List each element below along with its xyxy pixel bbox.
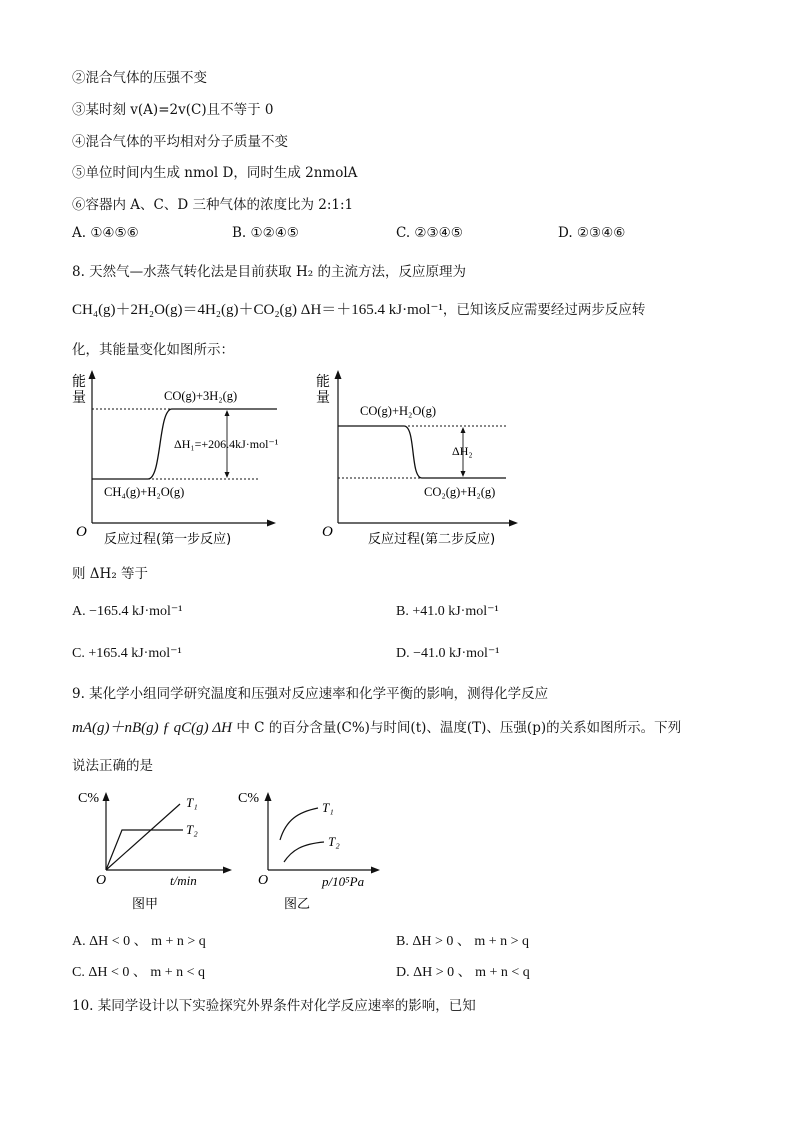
origin: O [76, 524, 87, 540]
t1-curve [280, 808, 318, 840]
q8-equation-line [72, 298, 645, 319]
y-arrow [265, 792, 272, 801]
q8-option-a[interactable]: A. −165.4 kJ·mol⁻¹ [72, 604, 183, 619]
y-label-2: 量 [316, 391, 330, 406]
y-label-1: 能 [72, 375, 86, 390]
q9-option-d[interactable]: D. ΔH > 0 、 m + n < q [396, 965, 530, 980]
t2-curve [284, 842, 324, 862]
x-arrow [223, 867, 232, 874]
figure-caption: 反应过程(第二步反应) [368, 532, 496, 547]
q7-item-2: ②混合气体的压强不变 [72, 70, 207, 86]
q8-option-c[interactable]: C. +165.4 kJ·mol⁻¹ [72, 646, 182, 661]
bottom-state-label: CO₂(g)+H₂(g) [424, 485, 496, 499]
top-state-label: CO(g)+H₂O(g) [360, 404, 436, 418]
figure-caption: 图乙 [284, 897, 311, 912]
q9-figure-a [70, 784, 240, 918]
x-label: t/min [170, 873, 197, 888]
q8-stem-cont: 化，其能量变化如图所示： [72, 342, 234, 358]
y-arrow [103, 792, 110, 801]
q9-equation-line [72, 716, 681, 737]
dh2-label: ΔH₂ [452, 444, 473, 458]
q9-stem: 9. 某化学小组同学研究温度和压强对反应速率和化学平衡的影响，测得化学反应 [72, 686, 549, 702]
x-arrow [371, 867, 380, 874]
q7-option-c[interactable]: C. ②③④⑤ [396, 225, 463, 241]
energy-curve [338, 426, 506, 478]
q7-item-3: ③某时刻 v(A)=2v(C)且不等于 0 [72, 102, 274, 118]
q9-figure-b [232, 784, 402, 918]
top-state-label: CO(g)+3H₂(g) [164, 389, 238, 403]
x-arrow [509, 520, 518, 527]
origin: O [322, 524, 333, 540]
q8-option-b[interactable]: B. +41.0 kJ·mol⁻¹ [396, 604, 499, 619]
bottom-state-label: CH₄(g)+H₂O(g) [104, 485, 185, 499]
origin: O [96, 873, 107, 888]
y-label-2: 量 [72, 391, 86, 406]
dh-arrow-head-up [225, 410, 230, 416]
t1-line [106, 804, 180, 870]
q7-item-6: ⑥容器内 A、C、D 三种气体的浓度比为 2:1:1 [72, 197, 354, 213]
dh1-label: ΔH₁=+206.4kJ·mol⁻¹ [174, 437, 279, 451]
x-arrow [267, 520, 276, 527]
q7-item-5: ⑤单位时间内生成 nmol D，同时生成 2nmolA [72, 165, 358, 181]
t1-label: T₁ [322, 800, 334, 815]
x-label: p/10⁵Pa [322, 874, 365, 889]
q8-stem: 8. 天然气—水蒸气转化法是目前获取 H₂ 的主流方法，反应原理为 [72, 264, 466, 280]
q8-energy-diagram-step2 [312, 366, 532, 552]
y-label-1: 能 [316, 375, 330, 390]
dh-arrow-head-up [461, 427, 466, 433]
figure-caption: 图甲 [132, 897, 159, 912]
y-arrow [89, 370, 96, 379]
q9-option-c[interactable]: C. ΔH < 0 、 m + n < q [72, 965, 206, 980]
q8-equation-tail: ，已知该反应需要经过两步反应转 [442, 302, 646, 318]
q10-stem: 10. 某同学设计以下实验探究外界条件对化学反应速率的影响，已知 [72, 998, 476, 1014]
figure-caption: 反应过程(第一步反应) [104, 532, 232, 547]
q7-option-a[interactable]: A. ①④⑤⑥ [72, 225, 139, 241]
t2-label: T₂ [328, 834, 340, 849]
q9-option-b[interactable]: B. ΔH > 0 、 m + n > q [396, 934, 530, 949]
origin: O [258, 873, 269, 888]
q7-option-b[interactable]: B. ①②④⑤ [232, 225, 299, 241]
dh-arrow-head-down [225, 472, 230, 478]
q8-equation: CH₄(g)＋2H₂O(g)＝4H₂(g)＋CO₂(g) ΔH＝＋165.4 kJ·mol⁻¹ [72, 302, 443, 318]
q7-item-4: ④混合气体的平均相对分子质量不变 [72, 134, 288, 150]
q9-equation: mA(g)＋nB(g) ƒ qC(g) ΔH [72, 720, 233, 736]
y-label: C% [238, 791, 259, 806]
t2-label: T₂ [186, 822, 198, 837]
q7-option-d[interactable]: D. ②③④⑥ [558, 225, 626, 241]
q9-option-a[interactable]: A. ΔH < 0 、 m + n > q [72, 934, 206, 949]
q8-energy-diagram-step1 [66, 366, 296, 552]
q9-stem-cont: 说法正确的是 [72, 758, 153, 774]
t1-label: T₁ [186, 795, 198, 810]
q9-equation-tail: 中 C 的百分含量(C%)与时间(t)、温度(T)、压强(p)的关系如图所示。下列 [232, 720, 682, 736]
dh-arrow-head-down [461, 471, 466, 477]
y-arrow [335, 370, 342, 379]
y-label: C% [78, 791, 99, 806]
q8-question: 则 ΔH₂ 等于 [72, 566, 149, 582]
q8-option-d[interactable]: D. −41.0 kJ·mol⁻¹ [396, 646, 500, 661]
